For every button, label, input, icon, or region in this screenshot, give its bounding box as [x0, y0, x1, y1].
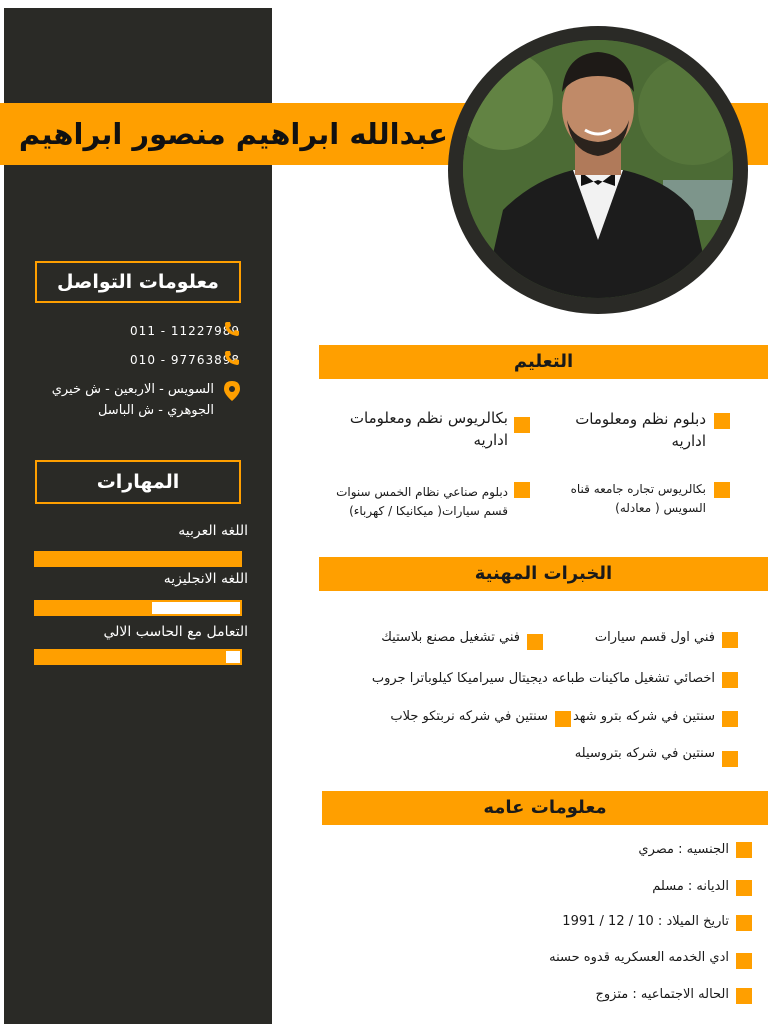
bullet-square — [736, 988, 752, 1004]
phone-2: 010 - 97763898 — [130, 353, 240, 367]
bullet-square — [714, 413, 730, 429]
experience-item: سنتين في شركه بتروسيله — [574, 746, 715, 761]
bullet-square — [722, 751, 738, 767]
profile-photo — [463, 40, 733, 298]
phone-icon — [222, 321, 242, 341]
bullet-square — [714, 482, 730, 498]
education-item: بكالريوس تجاره جامعه قناه السويس ( معادله) — [570, 482, 706, 515]
education-band — [319, 345, 768, 379]
person-portrait-image — [463, 40, 733, 298]
bullet-square — [555, 711, 571, 727]
education-item: دبلوم صناعي نظام الخمس سنوات قسم سيارات( ميكانيكا / كهرباء) — [336, 485, 508, 518]
bullet-square — [527, 634, 543, 650]
general-item: الديانه : مسلم — [652, 879, 729, 894]
bullet-square — [514, 482, 530, 498]
skill-label-arabic: اللغه العربيه — [178, 523, 248, 539]
skill-label-english: اللغه الانجليزيه — [163, 571, 248, 587]
location-pin-icon — [222, 381, 242, 401]
bullet-square — [722, 711, 738, 727]
bullet-square — [514, 417, 530, 433]
experience-item: سنتين في شركه نربتكو جلاب — [390, 709, 548, 724]
bullet-square — [736, 915, 752, 931]
experience-band — [319, 557, 768, 591]
address: السويس - الاربعين - ش خيري الجوهري - ش الباسل — [51, 382, 214, 418]
phone-icon — [222, 350, 242, 370]
general-item: ادي الخدمه العسكريه قدوه حسنه — [549, 950, 729, 965]
skill-fill — [36, 602, 152, 614]
education-title: التعليم — [513, 351, 574, 372]
general-item: تاريخ الميلاد : 10 / 12 / 1991 — [562, 914, 729, 929]
bullet-square — [722, 632, 738, 648]
experience-item: فني تشغيل مصنع بلاستيك — [381, 630, 520, 645]
skill-fill — [36, 651, 226, 663]
skill-label-computer: التعامل مع الحاسب الالي — [103, 624, 248, 640]
skill-fill — [36, 553, 240, 565]
general-item: الجنسيه : مصري — [638, 842, 729, 857]
general-band — [322, 791, 768, 825]
skill-bar-computer — [34, 649, 242, 665]
bullet-square — [736, 880, 752, 896]
bullet-square — [736, 953, 752, 969]
experience-item: فني اول قسم سيارات — [594, 630, 715, 645]
education-item: بكالريوس نظم ومعلومات اداريه — [349, 409, 508, 449]
bullet-square — [722, 672, 738, 688]
education-item: دبلوم نظم ومعلومات اداريه — [575, 410, 706, 450]
phone-1: 011 - 11227989 — [130, 324, 240, 338]
bullet-square — [736, 842, 752, 858]
person-name: عبدالله ابراهيم منصور ابراهيم — [18, 117, 448, 151]
contact-title: معلومات التواصل — [35, 261, 241, 303]
experience-item: سنتين في شركه بترو شهد — [572, 709, 715, 724]
skill-bar-english — [34, 600, 242, 616]
experience-item: اخصائي تشغيل ماكينات طباعه ديجيتال سيراميكا كيلوباترا جروب — [371, 671, 715, 686]
general-title: معلومات عامه — [483, 797, 607, 818]
skill-bar-arabic — [34, 551, 242, 567]
skills-title: المهارات — [35, 460, 241, 504]
general-item: الحاله الاجتماعيه : متزوج — [595, 987, 729, 1002]
experience-title: الخبرات المهنية — [474, 563, 613, 584]
